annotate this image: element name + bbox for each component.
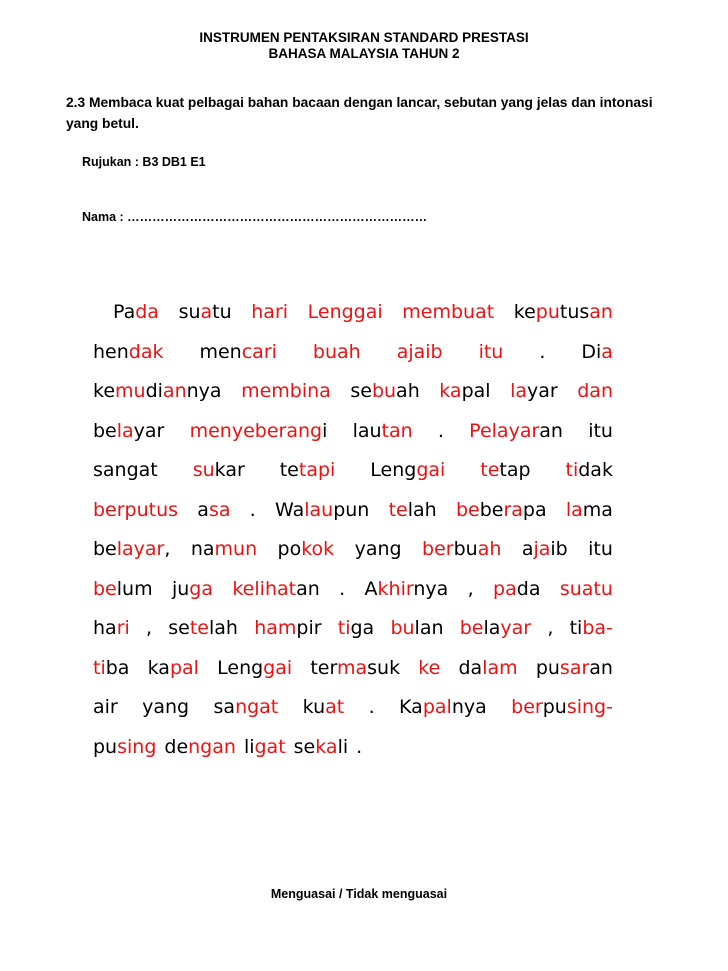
passage-word: Lenggai xyxy=(370,459,446,481)
passage-word: Dia xyxy=(581,340,613,363)
passage-word: layar xyxy=(510,380,558,402)
passage-line xyxy=(93,728,613,768)
passage-word: asa xyxy=(197,498,231,521)
passage-line xyxy=(93,412,613,452)
passage-line xyxy=(93,451,613,491)
passage-word: tiba- xyxy=(569,617,613,639)
passage-word: dan xyxy=(577,380,613,402)
passage-word: menyeberangi xyxy=(189,419,328,442)
passage-word: kapal xyxy=(147,656,199,679)
passage-word: Lenggai xyxy=(307,301,383,323)
passage-word: kapal xyxy=(439,380,491,402)
passage-word: . xyxy=(437,419,444,442)
passage-word: membuat xyxy=(402,301,495,323)
passage-word: itu xyxy=(588,538,613,560)
passage-word: tiba xyxy=(93,656,130,679)
assessment-result: Menguasai / Tidak menguasai xyxy=(270,887,448,901)
passage-word: ajaib xyxy=(521,538,568,560)
passage-word: suatu xyxy=(178,301,232,323)
passage-word: , xyxy=(467,577,474,600)
passage-word: air xyxy=(93,696,118,718)
passage-word: buah xyxy=(312,340,361,363)
passage-word: tetap xyxy=(480,459,531,481)
passage-word: bulan xyxy=(390,617,444,639)
passage-word: ajaib xyxy=(396,340,443,363)
passage-word: Pada xyxy=(113,301,159,323)
passage-word: lautan xyxy=(352,419,413,442)
passage-word: , xyxy=(146,617,153,639)
passage-word: kemudiannya xyxy=(93,380,222,402)
passage-word: termasuk xyxy=(310,656,401,679)
passage-word: beberapa xyxy=(455,498,547,521)
passage-word: yang xyxy=(354,538,402,560)
header-title: INSTRUMEN PENTAKSIRAN STANDARD PRESTASI xyxy=(199,30,529,45)
passage-word: . xyxy=(356,735,363,758)
passage-word: tidak xyxy=(565,459,613,481)
passage-word: Walaupun xyxy=(275,498,370,521)
passage-word: belayar, xyxy=(93,538,171,560)
passage-word: itu xyxy=(478,340,504,363)
passage-word: . xyxy=(368,696,375,718)
passage-word: itu xyxy=(588,419,613,442)
passage-word: Kapalnya xyxy=(399,696,487,718)
passage-word: lama xyxy=(565,498,613,521)
passage-word: Lenggai xyxy=(217,656,293,679)
passage-line xyxy=(93,530,613,570)
passage-word: dengan xyxy=(164,735,236,758)
passage-word: pada xyxy=(493,577,541,600)
passage-word: berbuah xyxy=(422,538,502,560)
passage-word: sebuah xyxy=(350,380,420,402)
passage-word: berpusing- xyxy=(511,696,613,718)
passage-line xyxy=(93,293,613,333)
passage-word: namun xyxy=(190,538,258,560)
passage-line xyxy=(93,491,613,531)
passage-word: pusaran xyxy=(535,656,613,679)
passage-word: pokok xyxy=(277,538,335,560)
passage-word: Pelayaran xyxy=(469,419,563,442)
passage-word: . xyxy=(249,498,256,521)
passage-word: . xyxy=(539,340,546,363)
passage-word: setelah xyxy=(168,617,238,639)
passage-word: suatu xyxy=(559,577,613,600)
reading-passage xyxy=(93,293,613,767)
document-header xyxy=(0,30,728,62)
passage-line xyxy=(93,570,613,610)
passage-word: pusing xyxy=(93,735,157,758)
passage-word: mencari xyxy=(199,340,277,363)
passage-line xyxy=(93,649,613,689)
passage-word: belayar xyxy=(93,419,165,442)
passage-word: kelihatan xyxy=(232,577,320,600)
passage-word: tiga xyxy=(337,617,375,639)
passage-word: , xyxy=(547,617,554,639)
passage-line xyxy=(93,333,613,373)
passage-word: . xyxy=(339,577,346,600)
passage-word: belum xyxy=(93,577,153,600)
passage-word: belayar xyxy=(459,617,532,639)
passage-line xyxy=(93,688,613,728)
passage-word: membina xyxy=(241,380,331,402)
passage-word: hampir xyxy=(254,617,322,639)
passage-word: hari xyxy=(93,617,130,639)
learning-objective: 2.3 Membaca kuat pelbagai bahan bacaan dengan lancar, sebutan yang jelas dan intonasi yang betul. xyxy=(66,95,653,131)
passage-word: juga xyxy=(171,577,213,600)
header-subtitle: BAHASA MALAYSIA TAHUN 2 xyxy=(268,46,460,61)
passage-word: Akhirnya xyxy=(364,577,449,600)
reference-code: Rujukan : B3 DB1 E1 xyxy=(82,155,206,169)
passage-line xyxy=(93,609,613,649)
passage-word: berputus xyxy=(93,498,179,521)
passage-word: sukar xyxy=(192,459,245,481)
passage-word: sangat xyxy=(213,696,279,718)
passage-word: telah xyxy=(388,498,437,521)
passage-word: yang xyxy=(142,696,190,718)
passage-word: hari xyxy=(251,301,289,323)
passage-word: ligat xyxy=(243,735,286,758)
passage-word: sangat xyxy=(93,459,158,481)
passage-word: keputusan xyxy=(513,301,613,323)
passage-word: kuat xyxy=(302,696,345,718)
passage-word: hendak xyxy=(93,340,164,363)
passage-line xyxy=(93,372,613,412)
name-field: Nama : ……………………………………………………………… xyxy=(82,210,428,224)
passage-word: sekali xyxy=(293,735,349,758)
passage-word: ke xyxy=(418,656,441,679)
passage-word: tetapi xyxy=(279,459,336,481)
passage-word: dalam xyxy=(458,656,518,679)
